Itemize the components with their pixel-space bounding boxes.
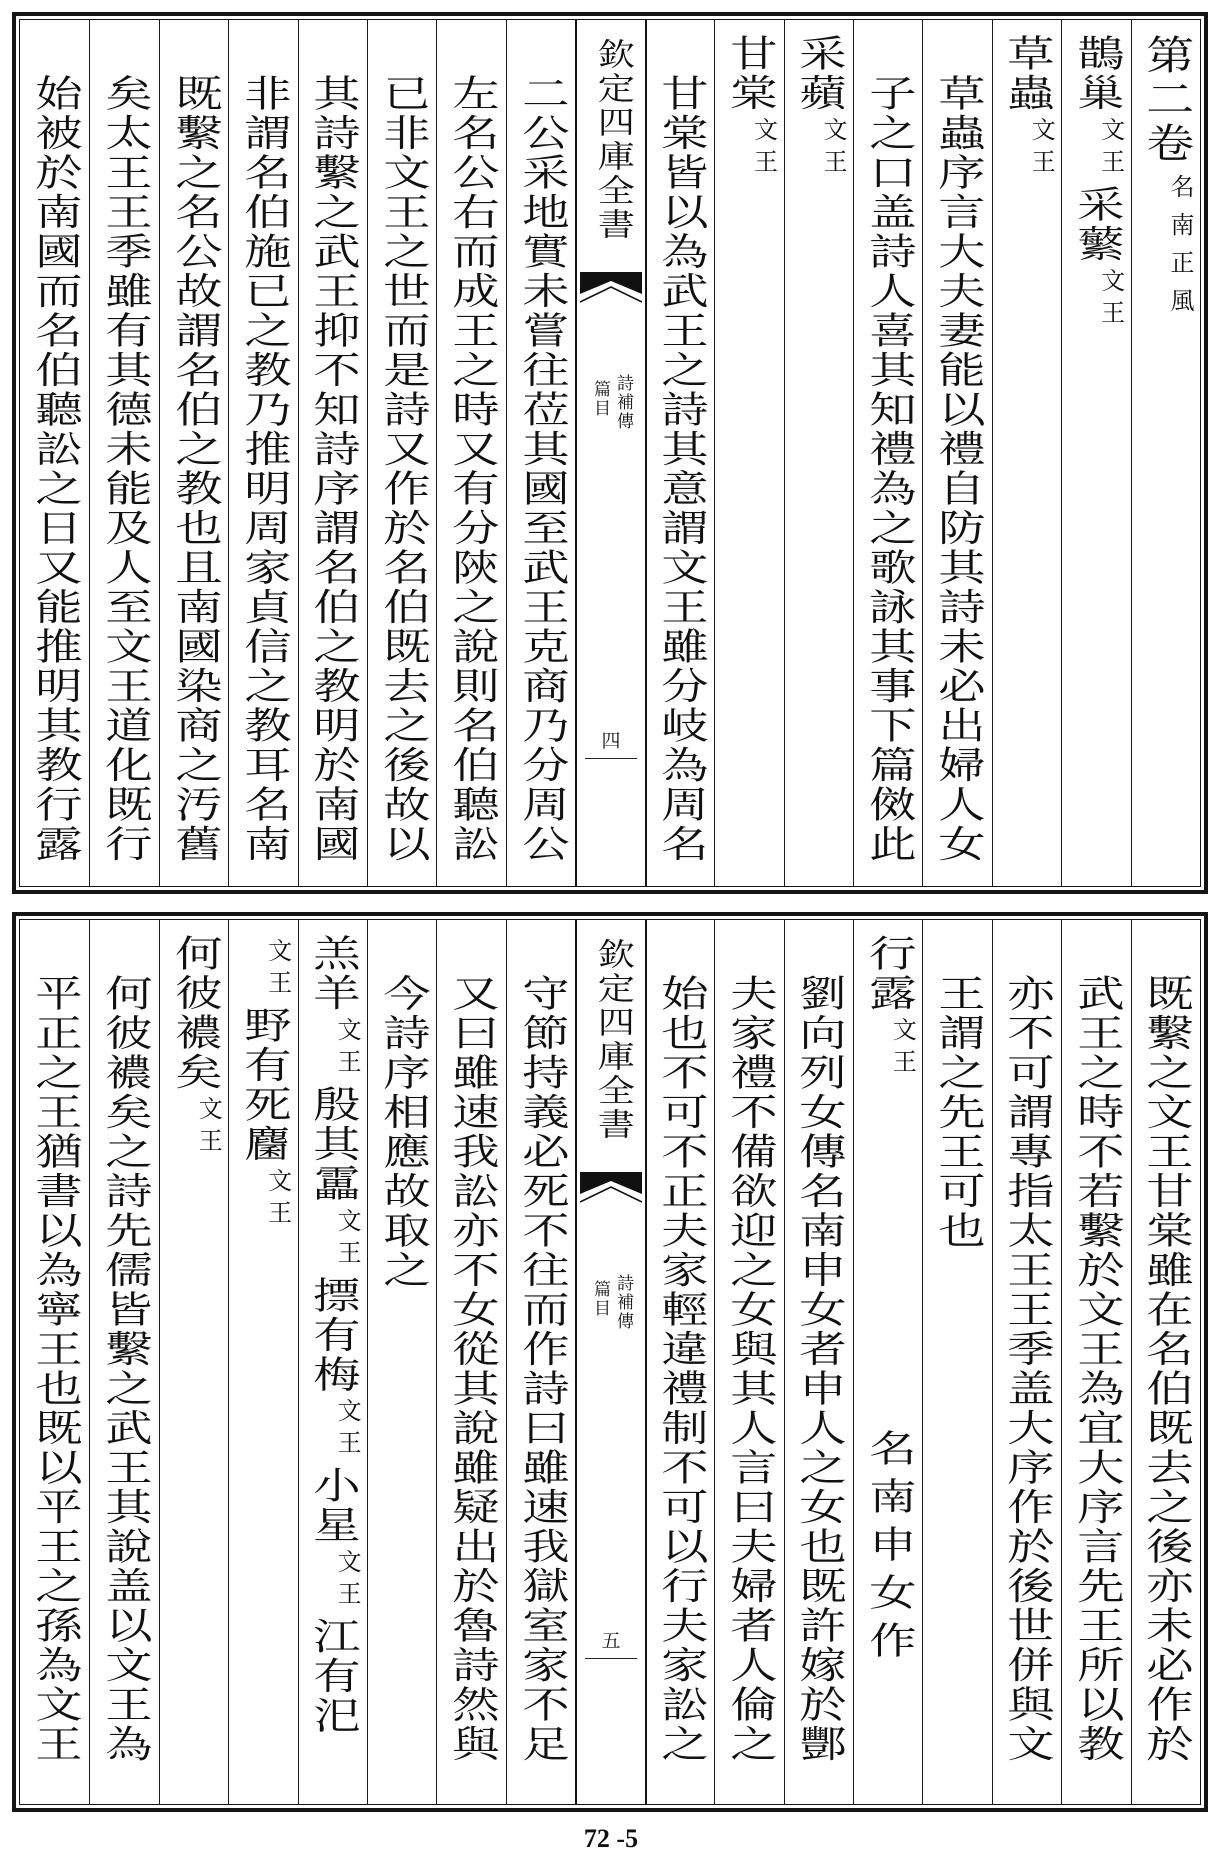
book-title: 詩補傳 (613, 374, 633, 431)
poem-note: 文王 (749, 117, 778, 181)
poem-note: 文王 (1096, 268, 1125, 332)
poem-title: 江有汜 (305, 1617, 361, 1736)
leaf-number: 四 (601, 730, 621, 752)
section-title: 篇目 (590, 1280, 610, 1318)
text-column (436, 920, 505, 1804)
leaf-bottom (12, 912, 1208, 1812)
commentary-text: 其詩繫之武王抑不知詩序謂名伯之教明於南國 (305, 73, 361, 864)
commentary-text: 武王之時不若繫於文王為宜大序言先王所以教 (1068, 973, 1124, 1764)
commentary-text: 已非文王之世而是詩又作於名伯既去之後故以 (374, 73, 430, 864)
poem-note: 文王 (263, 938, 292, 1002)
volume-heading: 第二卷 (1138, 34, 1194, 166)
text-column (714, 20, 783, 886)
text-column (853, 20, 922, 886)
commentary-text: 二公采地實未嘗往莅其國至武王克商乃分周公 (513, 73, 569, 864)
text-column (298, 20, 367, 886)
commentary-text: 王謂之先王可也 (930, 973, 986, 1250)
poem-note: 文王 (263, 1168, 292, 1232)
poem-note: 文王 (888, 1017, 917, 1081)
series-title: 欽定四庫全書 (590, 38, 634, 242)
column-grid (19, 919, 1201, 1805)
commentary-text: 矣太王王季雖有其德未能及人至文王道化既行 (97, 73, 153, 864)
poem-title: 小星 (305, 1466, 361, 1545)
commentary-text: 甘棠皆以為武王之詩其意謂文王雖分岐為周名 (652, 73, 708, 864)
text-column (645, 920, 714, 1804)
poem-title: 采蘋 (791, 34, 847, 113)
poem-title: 殷其靁 (305, 1085, 361, 1204)
poem-title: 草蟲 (999, 34, 1055, 113)
volume-subtitle: 名南正風 (1166, 174, 1194, 326)
running-head (591, 1274, 631, 1331)
attribution-text: 名南申女作 (860, 1429, 916, 1669)
poem-title: 行露 (860, 934, 916, 1013)
leaf-top (12, 12, 1208, 894)
poem-title: 甘棠 (721, 34, 777, 113)
page-number: 72 -5 (583, 1824, 639, 1853)
poem-note: 文王 (333, 1017, 362, 1081)
commentary-text: 守節持義必死不往而作詩曰雖速我獄室家不足 (513, 973, 569, 1764)
text-column (992, 920, 1061, 1804)
text-column (436, 20, 505, 886)
text-column (506, 920, 575, 1804)
text-column (1061, 920, 1130, 1804)
center-fold-column (575, 20, 644, 886)
text-column (20, 20, 89, 886)
commentary-text: 平正之王猶書以為寧王也既以平王之孫為文王 (27, 973, 83, 1764)
text-column (159, 920, 228, 1804)
commentary-text: 始也不可不正夫家輕違禮制不可以行夫家訟之 (652, 973, 708, 1764)
running-head (591, 374, 631, 431)
commentary-text: 始被於南國而名伯聽訟之日又能推明其教行露 (27, 73, 83, 864)
text-column (784, 920, 853, 1804)
text-column (89, 20, 158, 886)
section-title: 篇目 (590, 380, 610, 418)
text-column (992, 20, 1061, 886)
poem-title: 摽有梅 (305, 1275, 361, 1394)
poem-note: 文王 (1027, 117, 1056, 181)
series-title: 欽定四庫全書 (590, 938, 634, 1142)
text-column (1061, 20, 1130, 886)
commentary-text: 亦不可謂專指太王王季盖大序作於後世併與文 (999, 973, 1055, 1764)
commentary-text: 夫家禮不備欲迎之女與其人言曰夫婦者人倫之 (721, 973, 777, 1764)
center-fold-column (575, 920, 644, 1804)
commentary-text: 又曰雖速我訟亦不女從其說雖疑出於魯詩然與 (444, 973, 500, 1764)
poem-note: 文王 (1096, 117, 1125, 181)
text-column (228, 920, 297, 1804)
poem-note: 文王 (333, 1549, 362, 1613)
text-column (506, 20, 575, 886)
commentary-text: 草蟲序言大夫妻能以禮自防其詩未必出婦人女 (930, 73, 986, 864)
commentary-text: 今詩序相應故取之 (374, 973, 430, 1290)
text-column (922, 20, 991, 886)
poem-note: 文王 (333, 1207, 362, 1272)
text-column (1131, 20, 1200, 886)
text-column (367, 20, 436, 886)
text-column (228, 20, 297, 886)
text-column (159, 20, 228, 886)
text-column (645, 20, 714, 886)
text-column (853, 920, 922, 1804)
poem-title: 羔羊 (305, 934, 361, 1013)
text-column (20, 920, 89, 1804)
text-column (367, 920, 436, 1804)
poem-note: 文王 (333, 1398, 362, 1462)
poem-title: 何彼襛矣 (166, 934, 222, 1092)
fish-tail-icon (580, 1172, 642, 1210)
commentary-text: 既繫之名公故謂名伯之教也且南國染商之汚舊 (166, 73, 222, 864)
poem-note: 文王 (194, 1096, 223, 1160)
poem-title: 野有死麕 (235, 1006, 291, 1164)
text-column (922, 920, 991, 1804)
text-column (714, 920, 783, 1804)
text-column (298, 920, 367, 1804)
column-grid (19, 19, 1201, 887)
poem-title: 鵲巢 (1068, 34, 1124, 113)
leaf-rule (585, 758, 636, 759)
leaf-number: 五 (601, 1630, 621, 1652)
fish-tail-icon (580, 272, 642, 310)
commentary-text: 非謂名伯施已之教乃推明周家貞信之教耳名南 (235, 73, 291, 864)
text-column (784, 20, 853, 886)
commentary-text: 何彼襛矣之詩先儒皆繫之武王其說盖以文王為 (97, 973, 153, 1764)
text-column (1131, 920, 1200, 1804)
text-column (89, 920, 158, 1804)
book-title: 詩補傳 (613, 1274, 633, 1331)
poem-note: 文王 (818, 117, 847, 181)
poem-title: 采蘩 (1068, 185, 1124, 264)
leaf-rule (585, 1658, 636, 1659)
commentary-text: 子之口盖詩人喜其知禮為之歌詠其事下篇傚此 (860, 73, 916, 864)
commentary-text: 劉向列女傳名南申女者申人之女也既許嫁於酆 (791, 973, 847, 1764)
commentary-text: 既繫之文王甘棠雖在名伯既去之後亦未必作於 (1138, 973, 1194, 1764)
commentary-text: 左名公右而成王之時又有分陝之說則名伯聽訟 (444, 73, 500, 864)
